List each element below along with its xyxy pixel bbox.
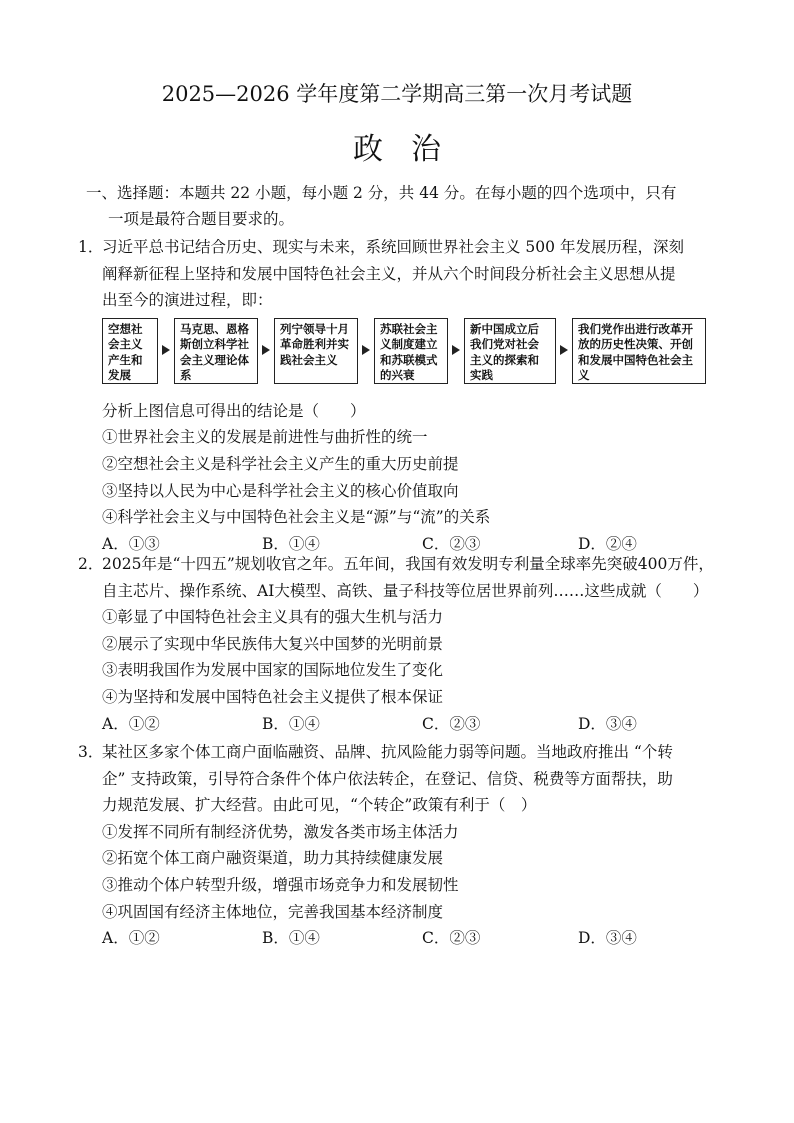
section-line-2: 一项是最符合题目要求的。 xyxy=(108,210,295,228)
option-c[interactable]: C．②③ xyxy=(422,929,481,948)
statement-item: ④巩固国有经济主体地位，完善我国基本经济制度 xyxy=(102,902,444,921)
statement-item: ④为坚持和发展中国特色社会主义提供了根本保证 xyxy=(102,687,444,706)
question-stem-line: 企” 支持政策，引导符合条件个体户依法转企，在登记、信贷、税费等方面帮扶，助 xyxy=(102,769,673,788)
question-stem-line: 力规范发展、扩大经营。由此可见，“个转企”政策有利于（ ） xyxy=(102,796,537,815)
option-a[interactable]: A．①③ xyxy=(102,534,160,553)
flow-box-5: 新中国成立后我们党对社会主义的探索和实践 xyxy=(464,318,556,384)
option-b[interactable]: B．①④ xyxy=(262,929,320,948)
question-number: 1． xyxy=(78,238,104,256)
option-b[interactable]: B．①④ xyxy=(262,534,320,553)
answer-options xyxy=(78,711,718,738)
subject-title: 政治 xyxy=(353,132,469,167)
flow-box-2: 马克思、恩格斯创立科学社会主义理论体系 xyxy=(174,318,258,384)
question-number: 2． xyxy=(78,555,104,573)
question-stem-line: 某社区多家个体工商户面临融资、品牌、抗风险能力弱等问题。当地政府推出 “个转 xyxy=(102,743,673,761)
exam-title: 2025—2026 学年度第二学期高三第一次月考试题 xyxy=(161,82,633,106)
flow-box-1: 空想社会主义产生和发展 xyxy=(102,318,158,384)
question-stem-line: 出至今的演进过程，即： xyxy=(102,291,273,310)
arrow-right-icon xyxy=(262,345,270,355)
flow-box-3: 列宁领导十月革命胜利并实践社会主义 xyxy=(274,318,358,384)
statement-item: ④科学社会主义与中国特色社会主义是“源”与“流”的关系 xyxy=(102,508,491,527)
option-a[interactable]: A．①② xyxy=(102,714,160,733)
option-b[interactable]: B．①④ xyxy=(262,714,320,733)
question-3 xyxy=(78,739,718,952)
option-d[interactable]: D．③④ xyxy=(578,929,637,948)
option-a[interactable]: A．①② xyxy=(102,929,160,948)
question-stem-line: 自主芯片、操作系统、AI大模型、高铁、量子科技等位居世界前列……这些成就（ ） xyxy=(102,581,709,600)
answer-options xyxy=(78,925,718,952)
flow-box-6: 我们党作出进行改革开放的历史性决策、开创和发展中国特色社会主义 xyxy=(572,318,706,384)
statement-item: ③表明我国作为发展中国家的国际地位发生了变化 xyxy=(102,661,444,680)
question-stem-line: 阐释新征程上坚持和发展中国特色社会主义，并从六个时间段分析社会主义思想从提 xyxy=(102,264,676,283)
question-2 xyxy=(78,551,718,737)
option-c[interactable]: C．②③ xyxy=(422,714,481,733)
statement-item: ①世界社会主义的发展是前进性与曲折性的统一 xyxy=(102,428,428,447)
statement-item: ②空想社会主义是科学社会主义产生的重大历史前提 xyxy=(102,454,459,473)
arrow-right-icon xyxy=(162,345,170,355)
statement-item: ③推动个体户转型升级，增强市场竞争力和发展韧性 xyxy=(102,875,459,894)
question-prompt: 分析上图信息可得出的结论是（ ） xyxy=(102,401,366,420)
option-c[interactable]: C．②③ xyxy=(422,534,481,553)
flow-box-4: 苏联社会主义制度建立和苏联模式的兴衰 xyxy=(374,318,448,384)
flow-diagram xyxy=(102,318,712,394)
question-number: 3． xyxy=(78,743,104,761)
question-stem-line: 习近平总书记结合历史、现实与未来，系统回顾世界社会主义 500 年发展历程，深刻 xyxy=(102,238,684,256)
arrow-right-icon xyxy=(362,345,370,355)
statement-item: ①发挥不同所有制经济优势，激发各类市场主体活力 xyxy=(102,822,459,841)
statement-item: ②展示了实现中华民族伟大复兴中国梦的光明前景 xyxy=(102,634,444,653)
section-line-1: 一、选择题：本题共 22 小题，每小题 2 分，共 44 分。在每小题的四个选项中，只有 xyxy=(86,184,677,202)
statement-item: ①彰显了中国特色社会主义具有的强大生机与活力 xyxy=(102,608,444,627)
option-d[interactable]: D．③④ xyxy=(578,714,637,733)
statement-item: ③坚持以人民为中心是科学社会主义的核心价值取向 xyxy=(102,481,459,500)
section-instructions xyxy=(86,180,706,232)
arrow-right-icon xyxy=(452,345,460,355)
statement-item: ②拓宽个体工商户融资渠道，助力其持续健康发展 xyxy=(102,849,444,868)
question-1 xyxy=(78,234,718,557)
arrow-right-icon xyxy=(560,345,568,355)
question-stem-line: 2025年是“十四五”规划收官之年。五年间，我国有效发明专利量全球率先突破400万件， xyxy=(102,555,714,573)
option-d[interactable]: D．②④ xyxy=(578,534,637,553)
